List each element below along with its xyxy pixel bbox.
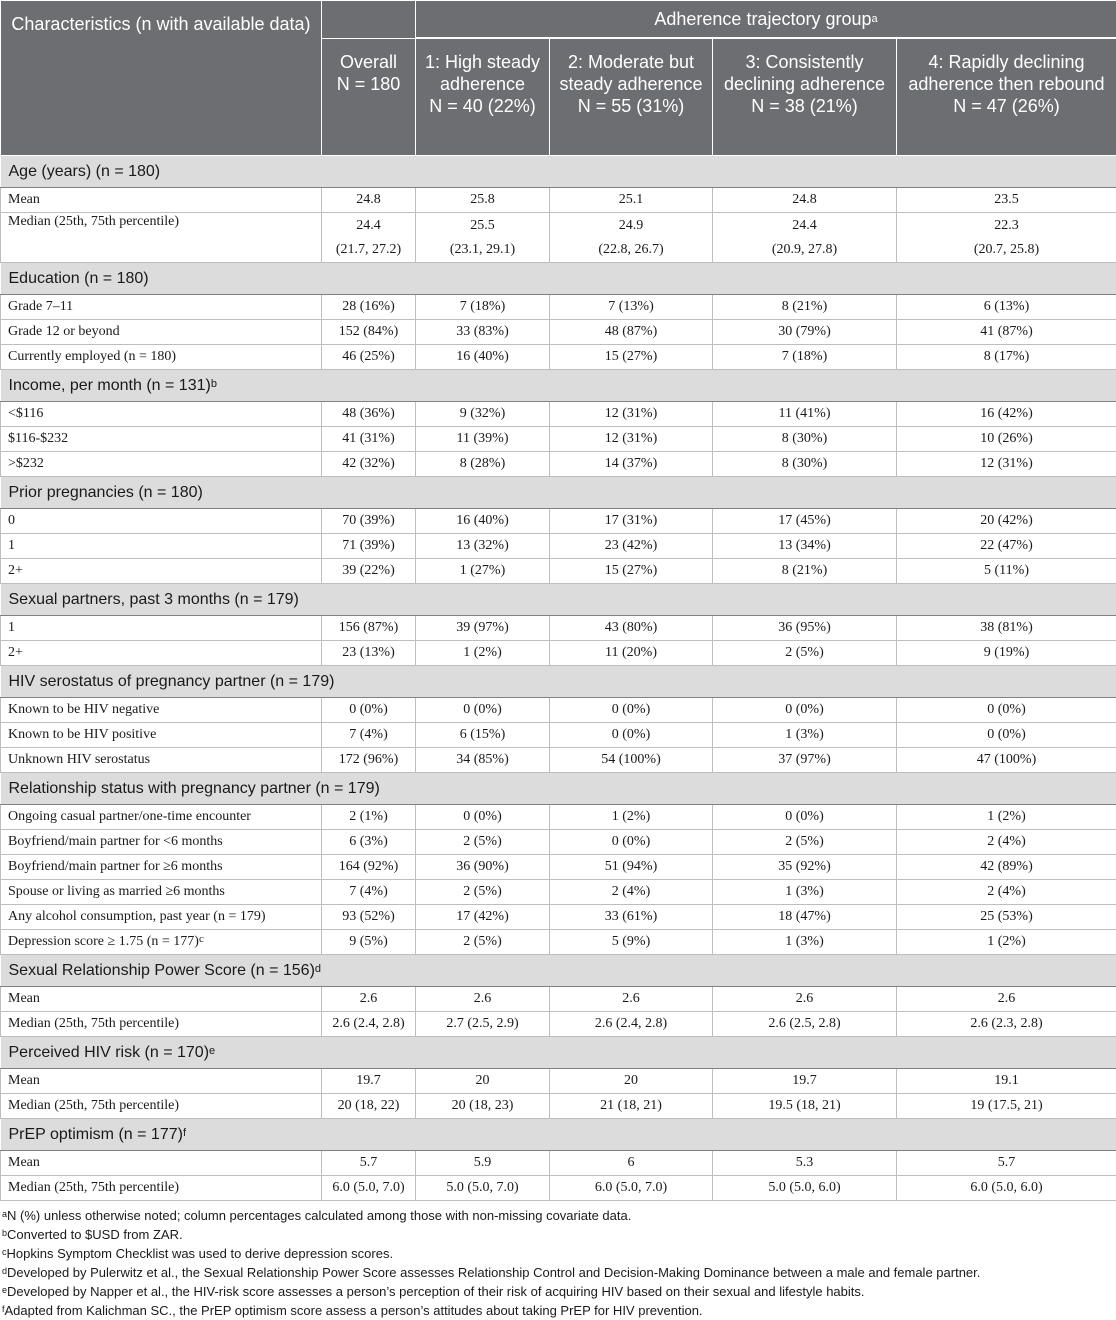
table-cell: 47 (100%) xyxy=(897,748,1116,773)
table-cell: 19.7 xyxy=(713,1069,897,1094)
section-row xyxy=(1,584,1116,616)
table-cell: 2 (1%) xyxy=(322,805,416,830)
table-cell: 48 (87%) xyxy=(550,320,713,345)
section-title: Perceived HIV risk (n = 170)$^e$ xyxy=(1,1037,1116,1069)
table-cell: 17 (45%) xyxy=(713,509,897,534)
table-cell: 2.6 xyxy=(322,987,416,1012)
row-label: Known to be HIV positive xyxy=(1,723,322,748)
row-label: $116-$232 xyxy=(1,427,322,452)
table-row xyxy=(1,930,1116,955)
table-cell: 2.6 (2.4, 2.8) xyxy=(550,1012,713,1037)
section-row xyxy=(1,477,1116,509)
row-label: Depression score ≥ 1.75 (n = 177)$^c$ xyxy=(1,930,322,955)
table-cell: 24.8 xyxy=(713,188,897,213)
table-cell: 33 (83%) xyxy=(416,320,550,345)
table-cell: 8 (30%) xyxy=(713,427,897,452)
table-cell: 35 (92%) xyxy=(713,855,897,880)
table-cell: 8 (17%) xyxy=(897,345,1116,370)
row-label: Median (25th, 75th percentile) xyxy=(1,1176,322,1201)
table-cell: 2 (4%) xyxy=(897,830,1116,855)
table-cell: 8 (30%) xyxy=(713,452,897,477)
table-cell: 172 (96%) xyxy=(322,748,416,773)
table-cell: 2 (4%) xyxy=(550,880,713,905)
table-cell: 11 (41%) xyxy=(713,402,897,427)
table-cell: 22 (47%) xyxy=(897,534,1116,559)
footnote: $^c$Hopkins Symptom Checklist was used to derive depression scores. xyxy=(2,1244,1116,1263)
table-cell: 152 (84%) xyxy=(322,320,416,345)
table-cell: 20 (18, 23) xyxy=(416,1094,550,1119)
table-cell: 21 (18, 21) xyxy=(550,1094,713,1119)
table-cell: 17 (42%) xyxy=(416,905,550,930)
table-row xyxy=(1,320,1116,345)
table-cell: 0 (0%) xyxy=(550,698,713,723)
table-cell: 8 (21%) xyxy=(713,559,897,584)
footnote: $^e$Developed by Napper et al., the HIV-risk score assesses a person’s perception of their risk of acquiring HIV based on their sexual and lifestyle habits. xyxy=(2,1282,1116,1301)
table-cell: 20 xyxy=(416,1069,550,1094)
table-cell: 6.0 (5.0, 7.0) xyxy=(322,1176,416,1201)
table-cell: 36 (95%) xyxy=(713,616,897,641)
table-cell: 16 (40%) xyxy=(416,509,550,534)
table-cell: 37 (97%) xyxy=(713,748,897,773)
section-title: Education (n = 180) xyxy=(1,263,1116,295)
table-cell: 8 (21%) xyxy=(713,295,897,320)
table-cell: 2 (5%) xyxy=(416,930,550,955)
col-header-group-3: 3: Consistently declining adherence N = 38 (21%) xyxy=(713,38,897,156)
table-cell: 42 (89%) xyxy=(897,855,1116,880)
table-cell: 70 (39%) xyxy=(322,509,416,534)
section-row xyxy=(1,773,1116,805)
row-label: Grade 12 or beyond xyxy=(1,320,322,345)
table-row xyxy=(1,987,1116,1012)
table-row xyxy=(1,805,1116,830)
table-row xyxy=(1,1094,1116,1119)
row-label: Spouse or living as married ≥6 months xyxy=(1,880,322,905)
row-label: <$116 xyxy=(1,402,322,427)
table-cell: 6 (3%) xyxy=(322,830,416,855)
table-cell: 6 (13%) xyxy=(897,295,1116,320)
table-cell: 15 (27%) xyxy=(550,559,713,584)
col-header-group-4: 4: Rapidly declining adherence then rebound N = 47 (26%) xyxy=(897,38,1116,156)
table-cell: 20 (42%) xyxy=(897,509,1116,534)
row-label: >$232 xyxy=(1,452,322,477)
row-label: 2+ xyxy=(1,559,322,584)
table-cell: 24.9 (22.8, 26.7) xyxy=(550,213,713,263)
table-cell: 2 (5%) xyxy=(416,830,550,855)
table-cell: 8 (28%) xyxy=(416,452,550,477)
table-cell: 41 (87%) xyxy=(897,320,1116,345)
table-row xyxy=(1,534,1116,559)
table-cell: 2 (4%) xyxy=(897,880,1116,905)
characteristics-header: Characteristics (n with available data) xyxy=(1,1,322,156)
table-cell: 24.4 (20.9, 27.8) xyxy=(713,213,897,263)
table-cell: 1 (2%) xyxy=(897,805,1116,830)
table-cell: 9 (19%) xyxy=(897,641,1116,666)
footnote: $^a$N (%) unless otherwise noted; column percentages calculated among those with non-missing covariate data. xyxy=(2,1206,1116,1225)
table-cell: 7 (18%) xyxy=(416,295,550,320)
table-row xyxy=(1,880,1116,905)
row-label: Any alcohol consumption, past year (n = 179) xyxy=(1,905,322,930)
table-cell: 6 (15%) xyxy=(416,723,550,748)
section-title: PrEP optimism (n = 177)$^f$ xyxy=(1,1119,1116,1151)
table-cell: 54 (100%) xyxy=(550,748,713,773)
table-cell: 46 (25%) xyxy=(322,345,416,370)
table-cell: 6.0 (5.0, 7.0) xyxy=(550,1176,713,1201)
table-cell: 48 (36%) xyxy=(322,402,416,427)
table-cell: 19.5 (18, 21) xyxy=(713,1094,897,1119)
table-cell: 1 (2%) xyxy=(550,805,713,830)
table-cell: 7 (4%) xyxy=(322,723,416,748)
row-label: Median (25th, 75th percentile) xyxy=(1,1094,322,1119)
table-cell: 23.5 xyxy=(897,188,1116,213)
col-header-group-1: 1: High steady adherence N = 40 (22%) xyxy=(416,38,550,156)
blank-header xyxy=(322,1,416,39)
table-cell: 7 (18%) xyxy=(713,345,897,370)
table-cell: 6 xyxy=(550,1151,713,1176)
table-cell: 93 (52%) xyxy=(322,905,416,930)
table-cell: 1 (2%) xyxy=(416,641,550,666)
table-row xyxy=(1,345,1116,370)
row-label: Known to be HIV negative xyxy=(1,698,322,723)
table-cell: 2.6 xyxy=(550,987,713,1012)
table-cell: 1 (2%) xyxy=(897,930,1116,955)
table-row xyxy=(1,427,1116,452)
row-label: Currently employed (n = 180) xyxy=(1,345,322,370)
table-cell: 5.3 xyxy=(713,1151,897,1176)
section-title: Sexual Relationship Power Score (n = 156)$^d$ xyxy=(1,955,1116,987)
row-label: Mean xyxy=(1,1069,322,1094)
table-row xyxy=(1,1012,1116,1037)
table-cell: 5.0 (5.0, 7.0) xyxy=(416,1176,550,1201)
table-row xyxy=(1,1151,1116,1176)
section-row xyxy=(1,263,1116,295)
row-label: Boyfriend/main partner for <6 months xyxy=(1,830,322,855)
footnote: $^b$Converted to $USD from ZAR. xyxy=(2,1225,1116,1244)
row-label: 1 xyxy=(1,534,322,559)
row-label: Mean xyxy=(1,1151,322,1176)
footnote: $^f$Adapted from Kalichman SC., the PrEP optimism score assess a person’s attitudes about taking PrEP for HIV prevention. xyxy=(2,1301,1116,1320)
table-cell: 25 (53%) xyxy=(897,905,1116,930)
table-cell: 1 (3%) xyxy=(713,930,897,955)
table-cell: 24.4 (21.7, 27.2) xyxy=(322,213,416,263)
table-row xyxy=(1,213,1116,263)
table-cell: 20 xyxy=(550,1069,713,1094)
table-cell: 0 (0%) xyxy=(416,805,550,830)
section-title: HIV serostatus of pregnancy partner (n = 179) xyxy=(1,666,1116,698)
table-cell: 71 (39%) xyxy=(322,534,416,559)
table-cell: 2 (5%) xyxy=(713,641,897,666)
footnote: $^d$Developed by Pulerwitz et al., the Sexual Relationship Power Score assesses Relationship Control and Decision-Making Dominance between a male and female partner. xyxy=(2,1263,1116,1282)
section-row xyxy=(1,156,1116,188)
table-cell: 5.0 (5.0, 6.0) xyxy=(713,1176,897,1201)
table-cell: 5.7 xyxy=(897,1151,1116,1176)
table-cell: 11 (20%) xyxy=(550,641,713,666)
table-cell: 2.6 xyxy=(416,987,550,1012)
row-label: Mean xyxy=(1,188,322,213)
row-label: 0 xyxy=(1,509,322,534)
table-cell: 19.1 xyxy=(897,1069,1116,1094)
table-cell: 0 (0%) xyxy=(713,698,897,723)
table-cell: 2.6 (2.3, 2.8) xyxy=(897,1012,1116,1037)
table-cell: 18 (47%) xyxy=(713,905,897,930)
table-row xyxy=(1,509,1116,534)
table-cell: 2.6 (2.5, 2.8) xyxy=(713,1012,897,1037)
table-cell: 16 (42%) xyxy=(897,402,1116,427)
table-cell: 16 (40%) xyxy=(416,345,550,370)
table-cell: 28 (16%) xyxy=(322,295,416,320)
table-cell: 2 (5%) xyxy=(416,880,550,905)
table-row xyxy=(1,855,1116,880)
table-cell: 13 (34%) xyxy=(713,534,897,559)
row-label: Ongoing casual partner/one-time encounter xyxy=(1,805,322,830)
table-cell: 38 (81%) xyxy=(897,616,1116,641)
table-cell: 2.6 xyxy=(897,987,1116,1012)
section-title: Income, per month (n = 131)$^b$ xyxy=(1,370,1116,402)
table-cell: 19.7 xyxy=(322,1069,416,1094)
table-cell: 39 (97%) xyxy=(416,616,550,641)
section-row xyxy=(1,370,1116,402)
table-cell: 6.0 (5.0, 6.0) xyxy=(897,1176,1116,1201)
table-cell: 10 (26%) xyxy=(897,427,1116,452)
col-header-overall: Overall N = 180 xyxy=(322,38,416,156)
table-cell: 5.7 xyxy=(322,1151,416,1176)
table-cell: 34 (85%) xyxy=(416,748,550,773)
section-title: Relationship status with pregnancy partner (n = 179) xyxy=(1,773,1116,805)
row-label: Mean xyxy=(1,987,322,1012)
table-cell: 15 (27%) xyxy=(550,345,713,370)
table-cell: 24.8 xyxy=(322,188,416,213)
table-cell: 20 (18, 22) xyxy=(322,1094,416,1119)
table-row xyxy=(1,748,1116,773)
table-cell: 14 (37%) xyxy=(550,452,713,477)
table-row xyxy=(1,295,1116,320)
table-cell: 9 (32%) xyxy=(416,402,550,427)
table-cell: 0 (0%) xyxy=(550,830,713,855)
table-cell: 17 (31%) xyxy=(550,509,713,534)
table-cell: 25.8 xyxy=(416,188,550,213)
table-row xyxy=(1,559,1116,584)
table-row xyxy=(1,723,1116,748)
table-cell: 0 (0%) xyxy=(897,698,1116,723)
table-cell: 33 (61%) xyxy=(550,905,713,930)
table-cell: 12 (31%) xyxy=(550,402,713,427)
section-row xyxy=(1,1037,1116,1069)
table-row xyxy=(1,402,1116,427)
table-cell: 5 (11%) xyxy=(897,559,1116,584)
table-cell: 0 (0%) xyxy=(322,698,416,723)
table-row xyxy=(1,616,1116,641)
table-row xyxy=(1,830,1116,855)
table-cell: 2.6 (2.4, 2.8) xyxy=(322,1012,416,1037)
section-row xyxy=(1,666,1116,698)
table-cell: 39 (22%) xyxy=(322,559,416,584)
section-row xyxy=(1,955,1116,987)
table-cell: 11 (39%) xyxy=(416,427,550,452)
section-row xyxy=(1,1119,1116,1151)
section-title: Prior pregnancies (n = 180) xyxy=(1,477,1116,509)
table-cell: 156 (87%) xyxy=(322,616,416,641)
row-label: Unknown HIV serostatus xyxy=(1,748,322,773)
table-cell: 43 (80%) xyxy=(550,616,713,641)
table-cell: 12 (31%) xyxy=(550,427,713,452)
table-cell: 9 (5%) xyxy=(322,930,416,955)
table-row xyxy=(1,188,1116,213)
row-label: Median (25th, 75th percentile) xyxy=(1,213,322,263)
col-header-group-2: 2: Moderate but steady adherence N = 55 (31%) xyxy=(550,38,713,156)
section-title: Sexual partners, past 3 months (n = 179) xyxy=(1,584,1116,616)
table-cell: 5.9 xyxy=(416,1151,550,1176)
table-cell: 42 (32%) xyxy=(322,452,416,477)
table-row xyxy=(1,452,1116,477)
row-label: Grade 7–11 xyxy=(1,295,322,320)
table-cell: 13 (32%) xyxy=(416,534,550,559)
table-cell: 51 (94%) xyxy=(550,855,713,880)
section-title: Age (years) (n = 180) xyxy=(1,156,1116,188)
table-body xyxy=(1,156,1116,1201)
table-cell: 164 (92%) xyxy=(322,855,416,880)
table-cell: 7 (4%) xyxy=(322,880,416,905)
table-row xyxy=(1,1069,1116,1094)
table-cell: 2 (5%) xyxy=(713,830,897,855)
table-cell: 2.7 (2.5, 2.9) xyxy=(416,1012,550,1037)
table-cell: 25.5 (23.1, 29.1) xyxy=(416,213,550,263)
table-cell: 36 (90%) xyxy=(416,855,550,880)
table-cell: 0 (0%) xyxy=(550,723,713,748)
row-label: 1 xyxy=(1,616,322,641)
table-cell: 30 (79%) xyxy=(713,320,897,345)
table-row xyxy=(1,1176,1116,1201)
table-cell: 0 (0%) xyxy=(416,698,550,723)
table-cell: 7 (13%) xyxy=(550,295,713,320)
table-cell: 0 (0%) xyxy=(713,805,897,830)
table-cell: 1 (27%) xyxy=(416,559,550,584)
footnotes xyxy=(0,1201,1116,1320)
adherence-group-header: Adherence trajectory group$^a$ xyxy=(416,1,1116,39)
table-cell: 23 (13%) xyxy=(322,641,416,666)
row-label: Boyfriend/main partner for ≥6 months xyxy=(1,855,322,880)
table-cell: 5 (9%) xyxy=(550,930,713,955)
table-row xyxy=(1,641,1116,666)
table-cell: 41 (31%) xyxy=(322,427,416,452)
table-cell: 2.6 xyxy=(713,987,897,1012)
table-row xyxy=(1,905,1116,930)
table-cell: 22.3 (20.7, 25.8) xyxy=(897,213,1116,263)
table-row xyxy=(1,698,1116,723)
table-cell: 12 (31%) xyxy=(897,452,1116,477)
row-label: 2+ xyxy=(1,641,322,666)
table-cell: 1 (3%) xyxy=(713,723,897,748)
table-cell: 19 (17.5, 21) xyxy=(897,1094,1116,1119)
row-label: Median (25th, 75th percentile) xyxy=(1,1012,322,1037)
table-cell: 23 (42%) xyxy=(550,534,713,559)
table-cell: 0 (0%) xyxy=(897,723,1116,748)
table-cell: 1 (3%) xyxy=(713,880,897,905)
table-cell: 25.1 xyxy=(550,188,713,213)
